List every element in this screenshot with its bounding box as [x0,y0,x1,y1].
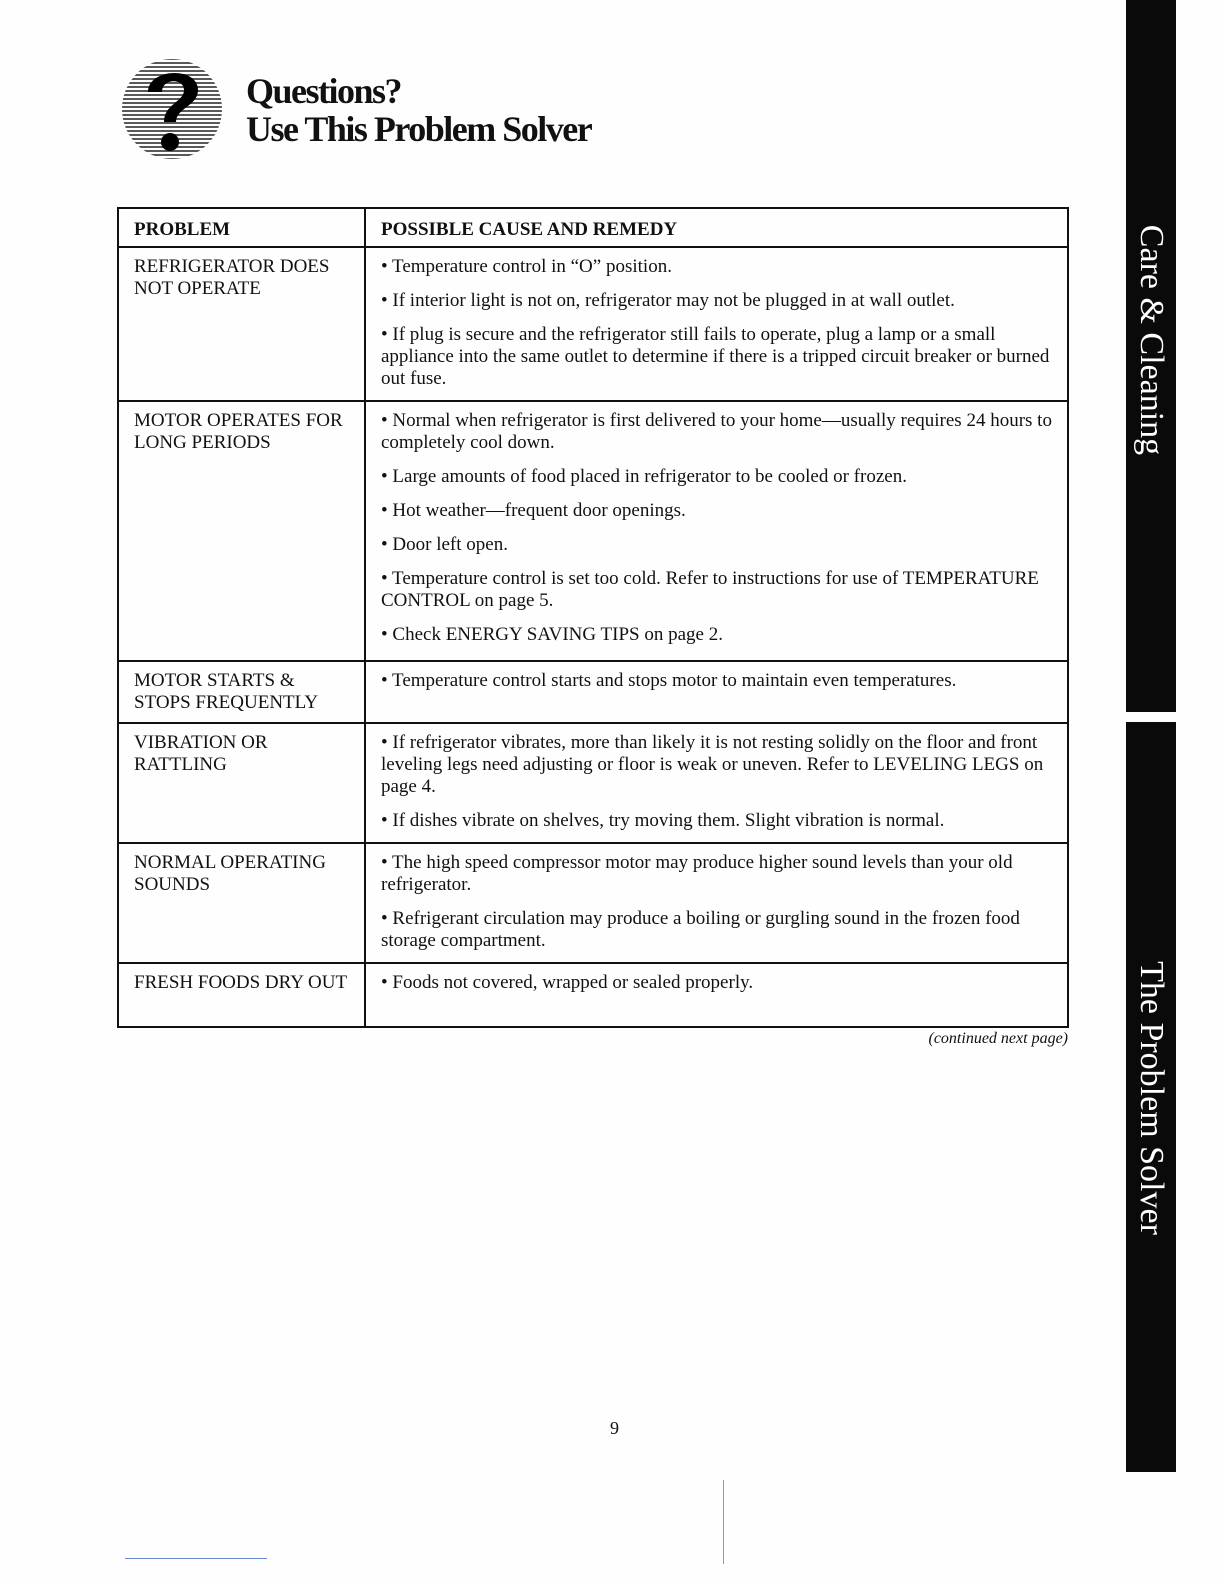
cause-item: • If interior light is not on, refrigerator may not be plugged in at wall outlet. [381,290,955,311]
cause-item: • Foods not covered, wrapped or sealed properly. [381,972,754,993]
problem-cell: MOTOR OPERATES FOR LONG PERIODS [118,401,365,661]
cause-cell [365,963,1068,1027]
problem-solver-table [117,207,1069,1028]
title-line-1: Questions? [246,71,402,111]
cause-item: • The high speed compressor motor may produce higher sound levels than your old refrigerator. [381,852,1013,895]
problem-cell: NORMAL OPERATING SOUNDS [118,843,365,963]
page-number: 9 [610,1418,619,1438]
cause-cell [365,401,1068,661]
cause-item: • Large amounts of food placed in refrigerator to be cooled or frozen. [381,466,907,487]
cause-item: • If dishes vibrate on shelves, try moving them. Slight vibration is normal. [381,810,945,831]
cause-cell [365,843,1068,963]
header-problem: PROBLEM [118,208,365,247]
cause-item: • Hot weather—frequent door openings. [381,500,686,521]
cause-cell [365,247,1068,401]
table-row [118,401,1068,661]
problem-cell: FRESH FOODS DRY OUT [118,963,365,1027]
side-tab-label: The Problem Solver [1133,961,1170,1235]
question-mark-icon [112,58,232,160]
continued-note: (continued next page) [928,1030,1068,1047]
table-row [118,963,1068,1027]
cause-cell [365,723,1068,843]
cause-item: • Temperature control starts and stops motor to maintain even temperatures. [381,670,957,691]
side-tab-care-cleaning [1126,0,1176,712]
cause-item: • Refrigerant circulation may produce a boiling or gurgling sound in the frozen food storage compartment. [381,908,1020,951]
cause-item: • Normal when refrigerator is first delivered to your home—usually requires 24 hours to completely cool down. [381,410,1052,453]
problem-cell: VIBRATION OR RATTLING [118,723,365,843]
problem-cell: REFRIGERATOR DOES NOT OPERATE [118,247,365,401]
problem-cell: MOTOR STARTS & STOPS FREQUENTLY [118,661,365,723]
side-tab-label: Care & Cleaning [1133,224,1170,456]
cause-item: • Check ENERGY SAVING TIPS on page 2. [381,624,723,645]
cause-item: • Temperature control in “O” position. [381,256,672,277]
cause-item: • If refrigerator vibrates, more than likely it is not resting solidly on the floor and front leveling legs need adjusting or floor is weak or uneven. Refer to LEVELING LEGS on page 4. [381,732,1044,797]
page-title [246,72,591,148]
table-header [118,208,1068,247]
header-cause: POSSIBLE CAUSE AND REMEDY [365,208,1068,247]
side-tab-problem-solver [1126,722,1176,1472]
divider [125,1558,267,1559]
divider [723,1480,724,1564]
cause-cell [365,661,1068,723]
table-row [118,723,1068,843]
cause-item: • If plug is secure and the refrigerator still fails to operate, plug a lamp or a small appliance into the same outlet to determine if there is a tripped circuit breaker or burned out fuse. [381,324,1050,389]
table-row [118,661,1068,723]
cause-item: • Door left open. [381,534,508,555]
table-row [118,843,1068,963]
cause-item: • Temperature control is set too cold. Refer to instructions for use of TEMPERATURE CONTROL on page 5. [381,568,1039,611]
table-row [118,247,1068,401]
title-line-2: Use This Problem Solver [246,109,592,149]
